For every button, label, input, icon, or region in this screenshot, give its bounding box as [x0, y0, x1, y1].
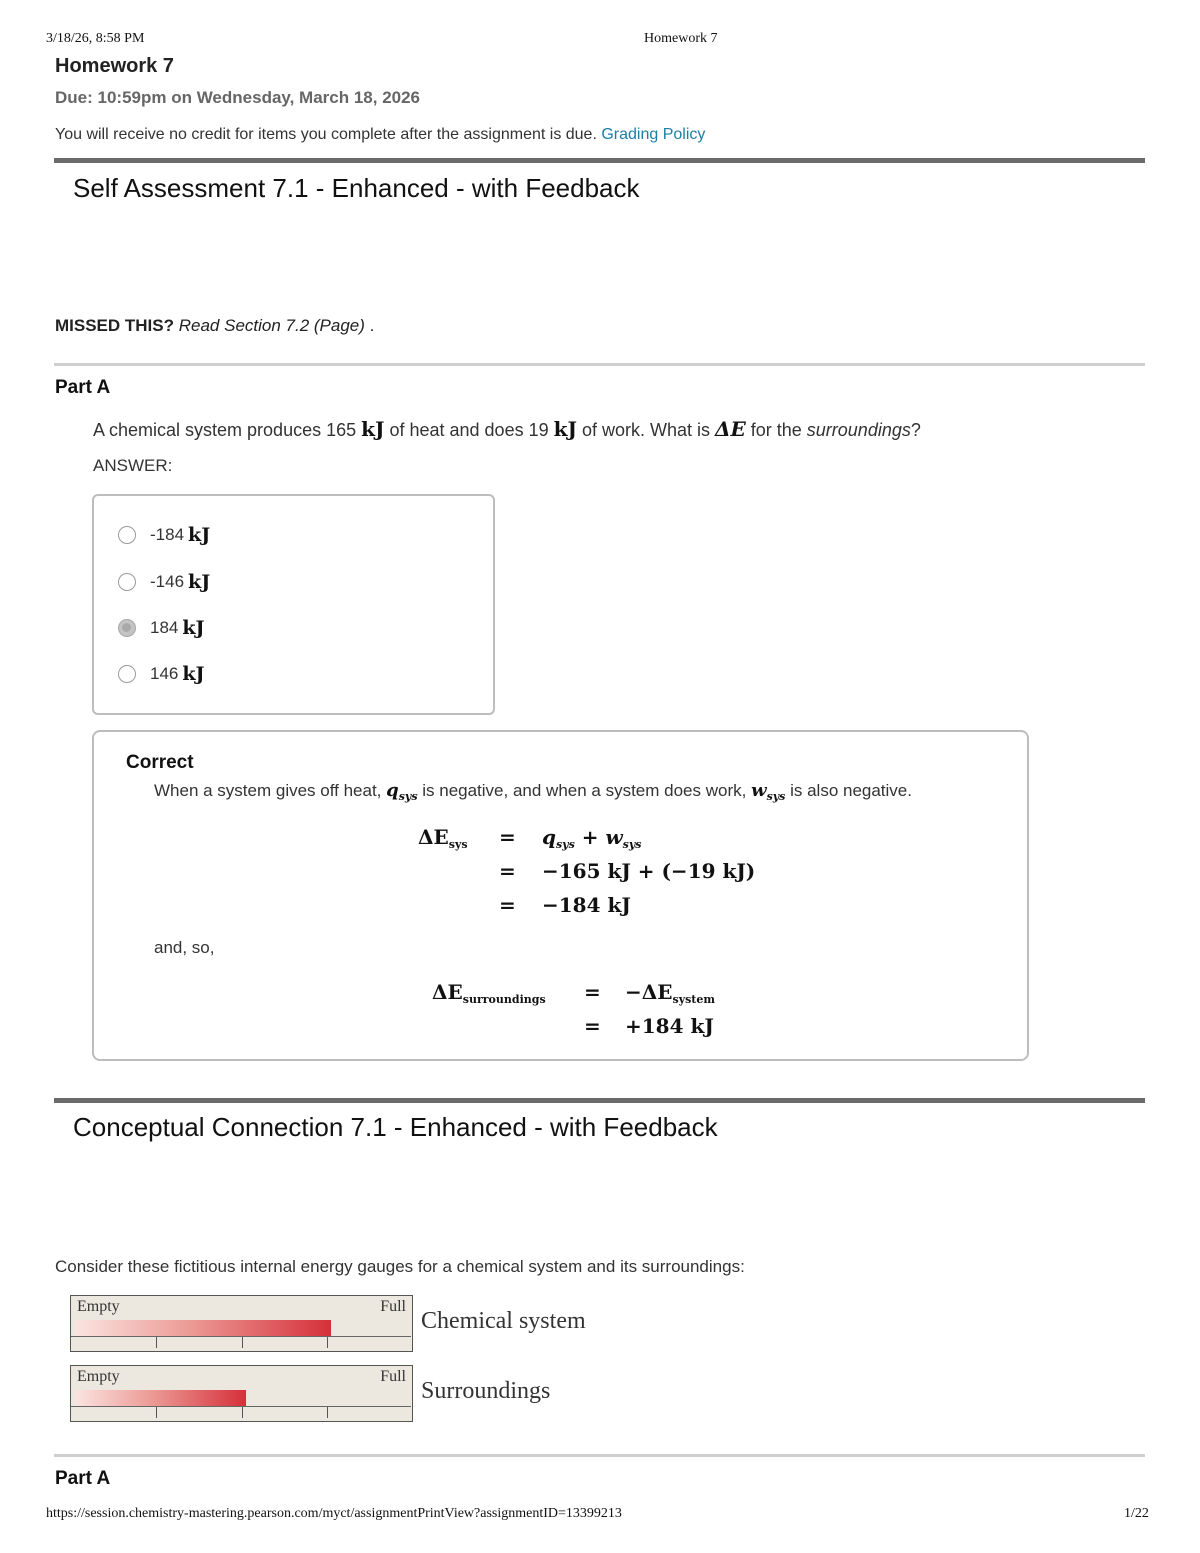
gauge-fill [75, 1390, 246, 1406]
gauge-full-label: Full [380, 1368, 406, 1385]
feedback-explanation [154, 780, 912, 803]
equation-rhs-5: +184 kJ [625, 1014, 714, 1038]
choice-unit: kJ [182, 617, 205, 639]
section-title-self-assessment: Self Assessment 7.1 - Enhanced - with Feedback [73, 173, 640, 203]
gauge-full-label: Full [380, 1298, 406, 1315]
missed-this-note [55, 316, 374, 336]
part-divider [54, 1454, 1145, 1457]
feedback-text: When a system gives off heat, [154, 781, 387, 800]
late-notice [55, 126, 705, 144]
unit-kj: kJ [553, 417, 577, 441]
eq-term: w [605, 825, 623, 849]
choice-value: 184 [150, 618, 179, 637]
part-divider [54, 363, 1145, 366]
equals-sign: = [499, 859, 516, 883]
gauge-tick [156, 1407, 157, 1418]
choice-value: 146 [150, 664, 179, 683]
gauge-tick [242, 1407, 243, 1418]
chemical-system-gauge [70, 1295, 413, 1352]
unit-kj: kJ [361, 417, 385, 441]
feedback-title: Correct [126, 752, 194, 773]
gauge-tick [327, 1407, 328, 1418]
choice-option-3[interactable] [118, 617, 205, 639]
q-symbol: q [386, 780, 399, 801]
gauge-tick [156, 1337, 157, 1348]
choice-unit: kJ [188, 524, 211, 546]
question-part: of heat and does 19 [384, 420, 554, 440]
equation-rhs-3: −184 kJ [542, 893, 631, 917]
question-text [93, 417, 921, 441]
eq-operator: + [574, 825, 606, 849]
and-so-text: and, so, [154, 938, 215, 957]
equals-sign: = [499, 825, 516, 849]
gauge-fill [75, 1320, 331, 1336]
surroundings-gauge [70, 1365, 413, 1422]
feedback-text: is negative, and when a system does work, [417, 781, 752, 800]
print-datetime: 3/18/26, 8:58 PM [46, 31, 145, 46]
equals-sign: = [584, 1014, 601, 1038]
gauge-track [75, 1390, 331, 1406]
equation-lhs-delta-e-sys [418, 825, 468, 851]
equals-sign: = [584, 980, 601, 1004]
question-part: ? [910, 420, 921, 440]
choice-option-4[interactable] [118, 663, 205, 685]
gauge-empty-label: Empty [77, 1368, 120, 1385]
w-subscript: sys [766, 790, 786, 803]
radio-button[interactable] [118, 573, 136, 591]
gauge-tick [327, 1337, 328, 1348]
radio-button[interactable] [118, 665, 136, 683]
late-notice-text: You will receive no credit for items you complete after the assignment is due. [55, 126, 597, 143]
equals-sign: = [499, 893, 516, 917]
print-page-number: 1/22 [1124, 1506, 1149, 1521]
print-url: https://session.chemistry-mastering.pearson.com/myct/assignmentPrintView?assignmentID=13399213 [46, 1506, 622, 1521]
eq-term: −ΔE [625, 980, 673, 1004]
grading-policy-link[interactable]: Grading Policy [601, 126, 706, 143]
equation-lhs-delta-e-surroundings [432, 980, 546, 1006]
choice-value: -146 [150, 572, 185, 591]
eq-term: ΔE [432, 980, 463, 1004]
q-subscript: sys [398, 790, 418, 803]
question-part: A chemical system produces 165 [93, 420, 362, 440]
feedback-text: is also negative. [785, 781, 912, 800]
equation-rhs-4 [625, 980, 715, 1006]
answer-label: ANSWER: [93, 456, 173, 475]
gauge-empty-label: Empty [77, 1298, 120, 1315]
choice-unit: kJ [182, 663, 205, 685]
section-divider [54, 1098, 1145, 1103]
eq-subscript: system [672, 993, 716, 1006]
part-a-label: Part A [55, 1468, 111, 1489]
choice-option-2[interactable] [118, 571, 210, 593]
eq-subscript: surroundings [462, 993, 546, 1006]
delta-e-symbol: ΔE [714, 417, 746, 441]
equation-rhs-1 [542, 825, 641, 851]
choice-unit: kJ [188, 571, 211, 593]
due-date: Due: 10:59pm on Wednesday, March 18, 2026 [55, 88, 421, 107]
gauge-baseline [71, 1406, 411, 1407]
gauge-tick [242, 1337, 243, 1348]
answer-choices [92, 494, 495, 715]
choice-option-1[interactable] [118, 524, 210, 546]
gauge-intro-text: Consider these fictitious internal energy gauges for a chemical system and its surroundings: [55, 1257, 745, 1276]
eq-term: q [542, 825, 556, 849]
eq-subscript: sys [555, 838, 575, 851]
chemical-system-label: Chemical system [421, 1308, 586, 1334]
question-part: of work. What is [576, 420, 715, 440]
question-part: for the [745, 420, 807, 440]
gauge-baseline [71, 1336, 411, 1337]
missed-this-end: . [364, 316, 375, 335]
w-symbol: w [751, 780, 767, 801]
equation-rhs-2: −165 kJ + (−19 kJ) [542, 859, 756, 883]
section-divider [54, 158, 1145, 163]
choice-value: -184 [150, 525, 185, 544]
question-emphasis: surroundings [806, 420, 911, 440]
radio-button-selected[interactable] [118, 619, 136, 637]
missed-this-label: MISSED THIS? [55, 316, 175, 335]
eq-subscript: sys [622, 838, 642, 851]
eq-subscript: sys [448, 838, 468, 851]
assignment-title: Homework 7 [55, 55, 174, 77]
part-a-label: Part A [55, 377, 111, 398]
gauge-track [75, 1320, 331, 1336]
read-section-link[interactable]: Read Section 7.2 (Page) [178, 316, 365, 335]
section-title-conceptual-connection: Conceptual Connection 7.1 - Enhanced - with Feedback [73, 1112, 718, 1142]
print-page-title: Homework 7 [644, 31, 718, 46]
eq-term: ΔE [418, 825, 449, 849]
surroundings-label: Surroundings [421, 1378, 551, 1404]
radio-button[interactable] [118, 526, 136, 544]
